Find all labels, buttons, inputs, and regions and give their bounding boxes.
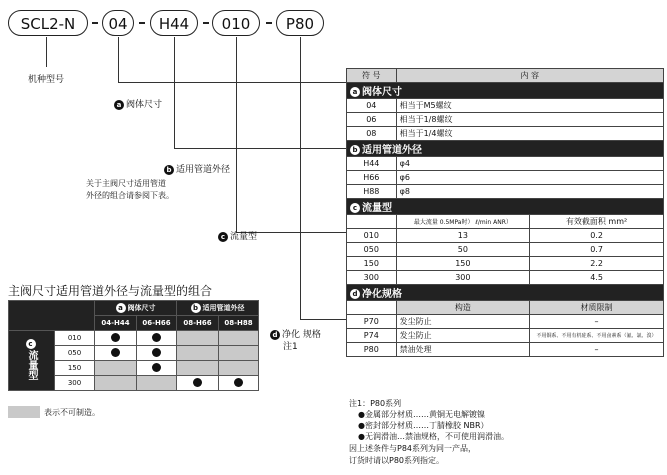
- letter-c-badge: c: [350, 203, 360, 213]
- model-part-clean: P80: [276, 10, 324, 36]
- legend-swatch: [8, 406, 40, 418]
- combo-head-a: [95, 301, 177, 316]
- combo-col-header: 08-H88: [219, 316, 259, 331]
- code-cell: P70: [347, 315, 397, 329]
- letter-b-badge: b: [164, 165, 174, 175]
- separator-dash: [92, 22, 98, 24]
- letter-a-badge: a: [350, 87, 360, 97]
- section-c-header: [347, 199, 664, 215]
- separator-dash: [139, 22, 145, 24]
- available-dot: [111, 333, 120, 342]
- section-b-header: [347, 141, 664, 157]
- code-cell: P74: [347, 329, 397, 343]
- combo-cell-unavailable: [95, 376, 137, 391]
- combo-row-code: 300: [55, 376, 95, 391]
- callout-b-note-1: 关于主阀尺寸适用管道: [86, 179, 166, 188]
- combo-head-a-label: 阀体尺寸: [127, 304, 156, 312]
- letter-b-badge: b: [350, 145, 360, 155]
- material-cell: –: [530, 315, 664, 329]
- material-cell: 不用铜系、不用有机硅系、不用卤素系（氟、氯、溴）: [530, 329, 664, 343]
- flow-cell: 150: [396, 257, 530, 271]
- area-cell: 4.5: [530, 271, 664, 285]
- col-symbol: 符 号: [347, 69, 397, 83]
- material-cell: –: [530, 343, 664, 357]
- area-cell: 0.2: [530, 229, 664, 243]
- leader-b: [174, 37, 175, 148]
- available-dot: [234, 378, 243, 387]
- combo-cell-unavailable: [137, 376, 177, 391]
- callout-d-label: 净化 规格: [282, 330, 321, 340]
- desc-cell: φ6: [396, 171, 663, 185]
- separator-dash: [266, 22, 272, 24]
- separator-dash: [203, 22, 209, 24]
- combo-cell-unavailable: [219, 361, 259, 376]
- callout-d-sub: 注1: [283, 342, 298, 352]
- table-row: [347, 157, 664, 171]
- letter-a-badge: a: [114, 100, 124, 110]
- table-row: [347, 99, 664, 113]
- combo-table: [8, 300, 259, 391]
- combo-col-header: 06-H66: [137, 316, 177, 331]
- callout-a-label: 阀体尺寸: [126, 100, 163, 110]
- combo-cell-unavailable: [177, 346, 219, 361]
- model-part-flow: 010: [212, 10, 260, 36]
- section-a-header: [347, 83, 664, 99]
- available-dot: [111, 348, 120, 357]
- code-cell: H66: [347, 171, 397, 185]
- combo-row-code: 150: [55, 361, 95, 376]
- combo-cell-unavailable: [95, 361, 137, 376]
- area-cell: 2.2: [530, 257, 664, 271]
- desc-cell: 相当于1/8螺纹: [396, 113, 663, 127]
- table-row: [347, 171, 664, 185]
- desc-cell: φ8: [396, 185, 663, 199]
- table-row: [347, 127, 664, 141]
- note-line: 订货时请以P80系列指定。: [349, 456, 445, 465]
- leader-d-h: [300, 319, 346, 320]
- model-part-size: 04: [102, 10, 134, 36]
- model-part-tube: H44: [150, 10, 198, 36]
- section-b-title: 适用管道外径: [362, 145, 422, 156]
- combo-cell-unavailable: [177, 361, 219, 376]
- combo-cell: [137, 346, 177, 361]
- code-cell: P80: [347, 343, 397, 357]
- note-line: ●密封部分材质……丁腈橡胶 NBR）: [358, 421, 489, 430]
- section-a-title: 阀体尺寸: [362, 87, 402, 98]
- flow-cell: 50: [396, 243, 530, 257]
- table-row: [347, 257, 664, 271]
- table-row: [347, 113, 664, 127]
- available-dot: [193, 378, 202, 387]
- code-cell: H44: [347, 157, 397, 171]
- desc-cell: 相当于M5螺纹: [396, 99, 663, 113]
- model-part-series: SCL2-N: [8, 10, 88, 36]
- combo-side-label: [9, 331, 55, 391]
- table-row: [347, 315, 664, 329]
- table-row: [347, 329, 664, 343]
- callout-b-note-2: 外径的组合请参阅下表。: [86, 191, 174, 200]
- struct-cell: 发尘防止: [396, 329, 530, 343]
- note-line: 注1：P80系列: [349, 399, 402, 408]
- combo-col-header: 04-H44: [95, 316, 137, 331]
- struct-cell: 发尘防止: [396, 315, 530, 329]
- table-row: [347, 185, 664, 199]
- desc-cell: φ4: [396, 157, 663, 171]
- note-line: 因上述条件与P84系列为同一产品，: [349, 444, 477, 453]
- code-cell: 150: [347, 257, 397, 271]
- col-content: 内 容: [396, 69, 663, 83]
- spec-table: [346, 68, 664, 357]
- section-c-title: 流量型: [362, 203, 392, 214]
- combo-row-code: 050: [55, 346, 95, 361]
- model-label: 机种型号: [28, 75, 65, 85]
- callout-c: [218, 229, 257, 242]
- callout-b-label: 适用管道外径: [176, 165, 231, 175]
- callout-b: [164, 162, 230, 175]
- letter-b-badge: b: [191, 303, 201, 313]
- section-d-title: 净化规格: [362, 289, 402, 300]
- available-dot: [152, 363, 161, 372]
- callout-c-label: 流量型: [230, 232, 258, 242]
- code-cell: 010: [347, 229, 397, 243]
- letter-a-badge: a: [116, 303, 126, 313]
- code-cell: 06: [347, 113, 397, 127]
- table-row: [347, 229, 664, 243]
- code-cell: 04: [347, 99, 397, 113]
- blank-cell: [347, 301, 397, 315]
- callout-a: [114, 97, 162, 110]
- combo-side-text: 流量型: [26, 349, 37, 380]
- letter-d-badge: d: [350, 289, 360, 299]
- desc-cell: 相当于1/4螺纹: [396, 127, 663, 141]
- letter-c-badge: c: [218, 232, 228, 242]
- leader-a-h: [118, 82, 346, 83]
- col-flow: 最大流量 0.5MPa时） ℓ/min ANR）: [396, 215, 530, 229]
- letter-d-badge: d: [270, 330, 280, 340]
- combo-cell: [219, 376, 259, 391]
- letter-c-badge: c: [26, 339, 36, 349]
- table-row: [347, 243, 664, 257]
- section-d-header: [347, 285, 664, 301]
- combo-cell: [95, 331, 137, 346]
- combo-cell: [95, 346, 137, 361]
- combo-cell: [137, 331, 177, 346]
- available-dot: [152, 333, 161, 342]
- code-cell: 300: [347, 271, 397, 285]
- flow-cell: 300: [396, 271, 530, 285]
- leader-b-h: [174, 148, 346, 149]
- combo-cell-unavailable: [219, 331, 259, 346]
- leader-a: [118, 37, 119, 82]
- combo-cell-unavailable: [219, 346, 259, 361]
- combo-corner: [9, 301, 95, 331]
- combo-head-b-label: 适用管道外径: [202, 304, 245, 312]
- leader-c: [236, 37, 237, 232]
- combo-cell-unavailable: [177, 331, 219, 346]
- table-row: [347, 271, 664, 285]
- area-cell: 0.7: [530, 243, 664, 257]
- combo-cell: [177, 376, 219, 391]
- col-struct: 构造: [396, 301, 530, 315]
- code-cell: 08: [347, 127, 397, 141]
- code-cell: H88: [347, 185, 397, 199]
- leader-d: [300, 37, 301, 319]
- combo-cell: [137, 361, 177, 376]
- combo-col-header: 08-H66: [177, 316, 219, 331]
- note-line: ●金属部分材质……黄铜无电解镀镍: [358, 410, 485, 419]
- blank-cell: [347, 215, 397, 229]
- combo-head-b: [177, 301, 259, 316]
- table-row: [347, 343, 664, 357]
- col-material: 材质限制: [530, 301, 664, 315]
- combo-title: 主阀尺寸适用管道外径与流量型的组合: [8, 284, 213, 298]
- leader-model: [46, 37, 47, 67]
- available-dot: [152, 348, 161, 357]
- col-area: 有效截面积 mm²: [530, 215, 664, 229]
- note-line: ●无润滑油…禁油规格，不可使用润滑油。: [358, 432, 509, 441]
- legend-text: 表示不可制造。: [44, 408, 100, 417]
- struct-cell: 禁油处理: [396, 343, 530, 357]
- flow-cell: 13: [396, 229, 530, 243]
- combo-row-code: 010: [55, 331, 95, 346]
- code-cell: 050: [347, 243, 397, 257]
